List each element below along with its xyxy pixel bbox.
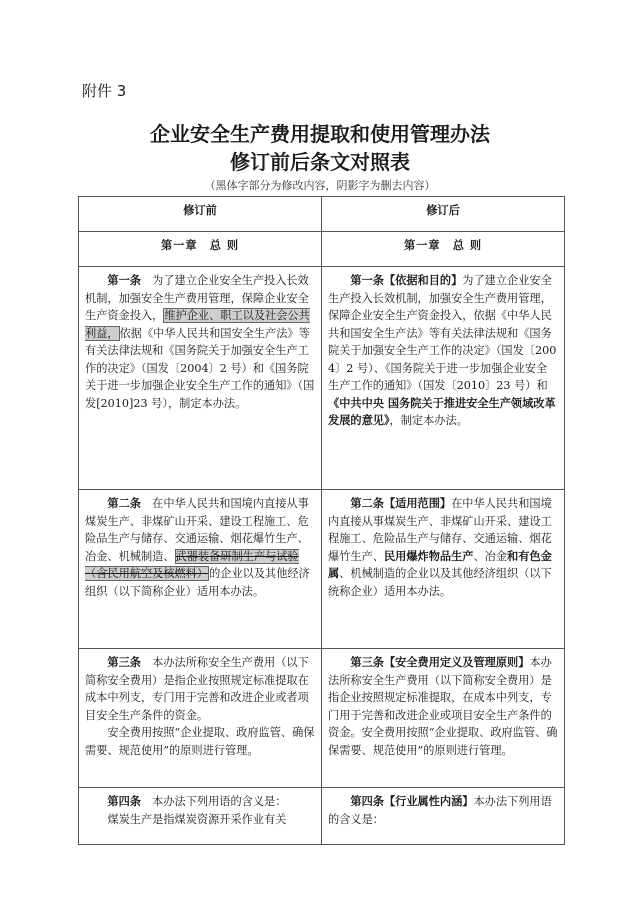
document-subtitle: 修订前后条文对照表: [230, 150, 410, 174]
article-text: 本办法下列用语的含义是：: [152, 795, 287, 808]
chapter-before: 第一章 总 则: [79, 232, 322, 267]
article-text: 依据《中华人民共和国安全生产法》等有关法律法规和《国务院关于加强安全生产工作的决定》（国发〔2004〕2 号）和《国务院关于进一步加强企业安全生产工作的通知》（国发[2010]23 号），制定本办法。: [85, 326, 315, 410]
table-row: [79, 490, 565, 649]
modified-text: 和有色金属: [328, 549, 552, 580]
article1-after: [322, 267, 565, 490]
table-row: [79, 267, 565, 490]
article-text: 为了建立企业安全生产投入长效机制，加强安全生产费用管理，保障企业安全生产资金投入，: [85, 274, 309, 322]
legend-note: （黑体字部分为修改内容，阴影字为删去内容）: [204, 179, 436, 192]
article-number: 第三条: [350, 656, 384, 669]
article-tag: 【依据和目的】: [383, 274, 463, 287]
article-number: 第四条: [107, 795, 141, 808]
article4-before: [79, 788, 322, 845]
deleted-text: 武器装备研制生产与试验（含民用航空及核燃料）: [85, 549, 299, 580]
table-row: [79, 788, 565, 845]
article-number: 第一条: [107, 274, 141, 287]
header-row: [79, 197, 565, 232]
chapter-after: 第一章 总 则: [322, 232, 565, 267]
article-text: 为了建立企业安全生产投入长效机制，加强安全生产费用管理，保障企业安全生产资金投入，依据《中华人民共和国安全生产法》等有关法律法规和《国务院关于加强安全生产工作的决定》（国发〔2004〕2 号）、《国务院关于进一步加强企业安全生产工作的通知》（国发〔2010〕23 号）和: [328, 274, 557, 392]
article-text: 、冶金: [473, 549, 508, 563]
modified-text: 民用爆炸物品生产: [383, 549, 474, 563]
article2-before: [79, 490, 322, 649]
article-number: 第二条: [350, 497, 384, 510]
chapter-row: [79, 232, 565, 267]
article3-before: [79, 649, 322, 788]
article-number: 第一条: [350, 274, 384, 287]
article-text: 在中华人民共和国境内直接从事煤炭生产、非煤矿山开采、建设工程施工、危险品生产与储存、交通运输、烟花爆竹生产、: [328, 497, 552, 563]
article-tag: 【安全费用定义及管理原则】: [383, 656, 530, 669]
deleted-text: 维护企业、职工以及社会公共利益，: [85, 309, 310, 340]
article1-before: [79, 267, 322, 490]
table-row: [79, 649, 565, 788]
attachment-label: 附件 3: [82, 82, 127, 100]
article3-after: [322, 649, 565, 788]
article-text: 、机械制造的企业以及其他经济组织（以下统称企业）适用本办法。: [328, 567, 552, 598]
article-text: 本办法下列用语的含义是：: [328, 795, 552, 826]
article-tag: 【行业属性内涵】: [383, 795, 474, 808]
article4-after: [322, 788, 565, 845]
article-text: ，制定本办法。: [389, 414, 468, 427]
modified-text: 《中共中央 国务院关于推进安全生产领域改革发展的意见》: [328, 396, 556, 427]
article-text: 本办法所称安全生产费用（以下简称安全费用）是指企业按照规定标准提取在成本中列支，专门用于完善和改进企业或者项目安全生产条件的资金。: [85, 656, 309, 722]
article-text: 在中华人民共和国境内直接从事煤炭生产、非煤矿山开采、建设工程施工、危险品生产与储存、交通运输、烟花爆竹生产、冶金、机械制造、: [85, 497, 309, 563]
header-after: 修订后: [322, 197, 565, 232]
article-paragraph: 煤炭生产是指煤炭资源开采作业有关: [107, 812, 287, 826]
article-text: 的企业以及其他经济组织（以下简称企业）适用本办法。: [85, 567, 310, 598]
comparison-table: [78, 196, 565, 845]
document-title: 企业安全生产费用提取和使用管理办法: [150, 122, 490, 146]
article-number: 第四条: [350, 795, 384, 808]
article2-after: [322, 490, 565, 649]
article-paragraph: 安全费用按照“企业提取、政府监管、确保需要、规范使用”的原则进行管理。: [85, 726, 315, 757]
article-text: 本办法所称安全生产费用（以下简称安全费用）是指企业按照规定标准提取，在成本中列支，专门用于完善和改进企业或项目安全生产条件的资金。安全费用按照“企业提取、政府监管、确保需要、规范使用”的原则进行管理。: [328, 656, 558, 757]
header-before: 修订前: [79, 197, 322, 232]
article-number: 第三条: [107, 656, 141, 669]
article-number: 第二条: [107, 497, 141, 510]
article-tag: 【适用范围】: [383, 497, 452, 510]
